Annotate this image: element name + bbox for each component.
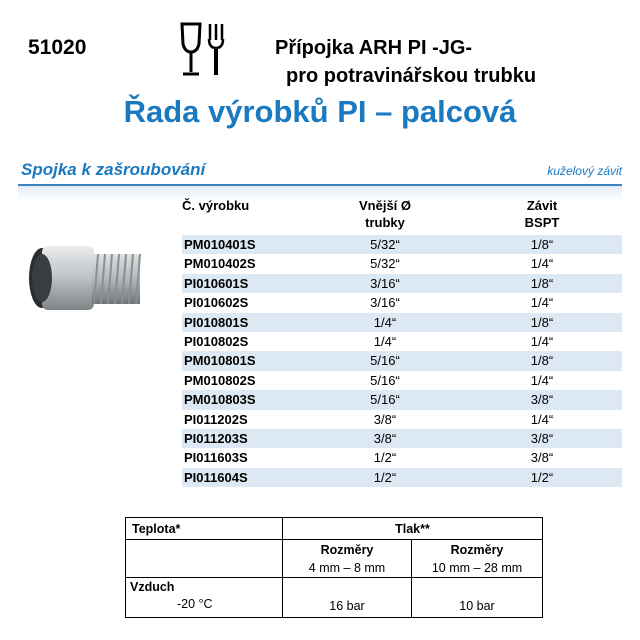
tube-diameter: 1/4“ xyxy=(373,314,397,330)
section-header xyxy=(18,156,622,186)
range-small: 4 mm – 8 mm xyxy=(308,561,386,575)
thread-size: 3/8“ xyxy=(530,430,554,446)
column-header-thread-line-2: BSPT xyxy=(524,215,560,230)
column-header-outer-diameter-line-2: trubky xyxy=(365,215,405,230)
dimensions-label-large: Rozměry xyxy=(450,543,504,557)
column-header-thread-line-1: Závit xyxy=(526,198,558,213)
column-header-thread xyxy=(487,197,597,231)
column-header-part-number: Č. výrobku xyxy=(182,198,250,213)
part-number: PM010402S xyxy=(184,256,256,272)
product-title-line-1: Přípojka ARH PI -JG- xyxy=(275,37,473,59)
tube-diameter: 3/16“ xyxy=(370,295,400,311)
table-row xyxy=(182,313,622,332)
thread-size: 1/4“ xyxy=(530,411,554,427)
part-number: PM010401S xyxy=(184,237,256,252)
part-number: PI011603S xyxy=(184,450,248,466)
table-row xyxy=(182,235,622,254)
part-number: PM010801S xyxy=(184,353,256,369)
tube-diameter: 1/4“ xyxy=(373,333,397,349)
table-row xyxy=(182,371,622,390)
tube-diameter: 5/16“ xyxy=(370,353,400,369)
column-header-outer-diameter xyxy=(330,197,440,231)
table-row xyxy=(182,332,622,351)
glass-and-fork-icon xyxy=(178,20,234,80)
part-number: PI010601S xyxy=(184,275,249,291)
table-row xyxy=(182,390,622,409)
fitting-photo xyxy=(22,234,152,324)
part-number: PI011604S xyxy=(184,469,248,485)
medium-label: Vzduch xyxy=(130,580,175,594)
thread-size: 1/4“ xyxy=(530,256,554,272)
thread-size: 1/4“ xyxy=(530,295,554,311)
series-title: Řada výrobků PI – palcová xyxy=(123,94,517,129)
range-large: 10 mm – 28 mm xyxy=(431,561,523,575)
dimensions-label-small: Rozměry xyxy=(320,543,374,557)
product-code: 51020 xyxy=(28,36,87,59)
thread-type-label: kuželový závit xyxy=(547,164,622,178)
thread-size: 1/4“ xyxy=(530,372,554,388)
tube-diameter: 5/32“ xyxy=(370,237,400,252)
temperature-value: -20 °C xyxy=(177,597,213,611)
tube-diameter: 3/8“ xyxy=(373,411,397,427)
table-row xyxy=(182,293,622,312)
thread-size: 1/8“ xyxy=(530,353,554,369)
part-number: PI010802S xyxy=(184,333,249,349)
product-table xyxy=(182,235,622,487)
thread-size: 1/4“ xyxy=(530,333,554,349)
medium-cell xyxy=(126,578,283,618)
empty-cell xyxy=(126,540,283,578)
pressure-header: Tlak** xyxy=(283,518,543,540)
part-number: PM010803S xyxy=(184,392,256,408)
thread-size: 1/8“ xyxy=(530,275,554,291)
table-row xyxy=(182,468,622,487)
pressure-small: 16 bar xyxy=(283,578,412,618)
section-name: Spojka k zašroubování xyxy=(21,160,206,179)
table-row xyxy=(182,274,622,293)
tube-diameter: 1/2“ xyxy=(373,450,397,466)
table-row xyxy=(182,410,622,429)
part-number: PI010801S xyxy=(184,314,249,330)
thread-size: 1/8“ xyxy=(530,237,554,252)
table-row xyxy=(182,448,622,467)
dimension-large-cell xyxy=(412,540,543,578)
product-title-line-2: pro potravinářskou trubku xyxy=(286,65,537,87)
part-number: PI010602S xyxy=(184,295,249,311)
thread-size: 1/2“ xyxy=(530,469,554,485)
tube-diameter: 5/16“ xyxy=(370,372,400,388)
thread-size: 1/8“ xyxy=(530,314,554,330)
thread-size: 3/8“ xyxy=(530,392,554,408)
part-number: PI011203S xyxy=(184,430,248,446)
column-header-outer-diameter-line-1: Vnější Ø xyxy=(358,198,412,213)
table-row xyxy=(182,351,622,370)
tube-diameter: 1/2“ xyxy=(373,469,397,485)
temperature-header: Teplota* xyxy=(126,518,283,540)
table-row xyxy=(182,429,622,448)
dimension-small-cell xyxy=(283,540,412,578)
tube-diameter: 3/16“ xyxy=(370,275,400,291)
thread-size: 3/8“ xyxy=(530,450,554,466)
product-title xyxy=(275,34,536,90)
table-row xyxy=(182,254,622,273)
spec-table xyxy=(125,517,543,618)
part-number: PI011202S xyxy=(184,411,248,427)
tube-diameter: 3/8“ xyxy=(373,430,397,446)
pressure-large: 10 bar xyxy=(412,578,543,618)
tube-diameter: 5/32“ xyxy=(370,256,400,272)
part-number: PM010802S xyxy=(184,372,256,388)
tube-diameter: 5/16“ xyxy=(370,392,400,408)
